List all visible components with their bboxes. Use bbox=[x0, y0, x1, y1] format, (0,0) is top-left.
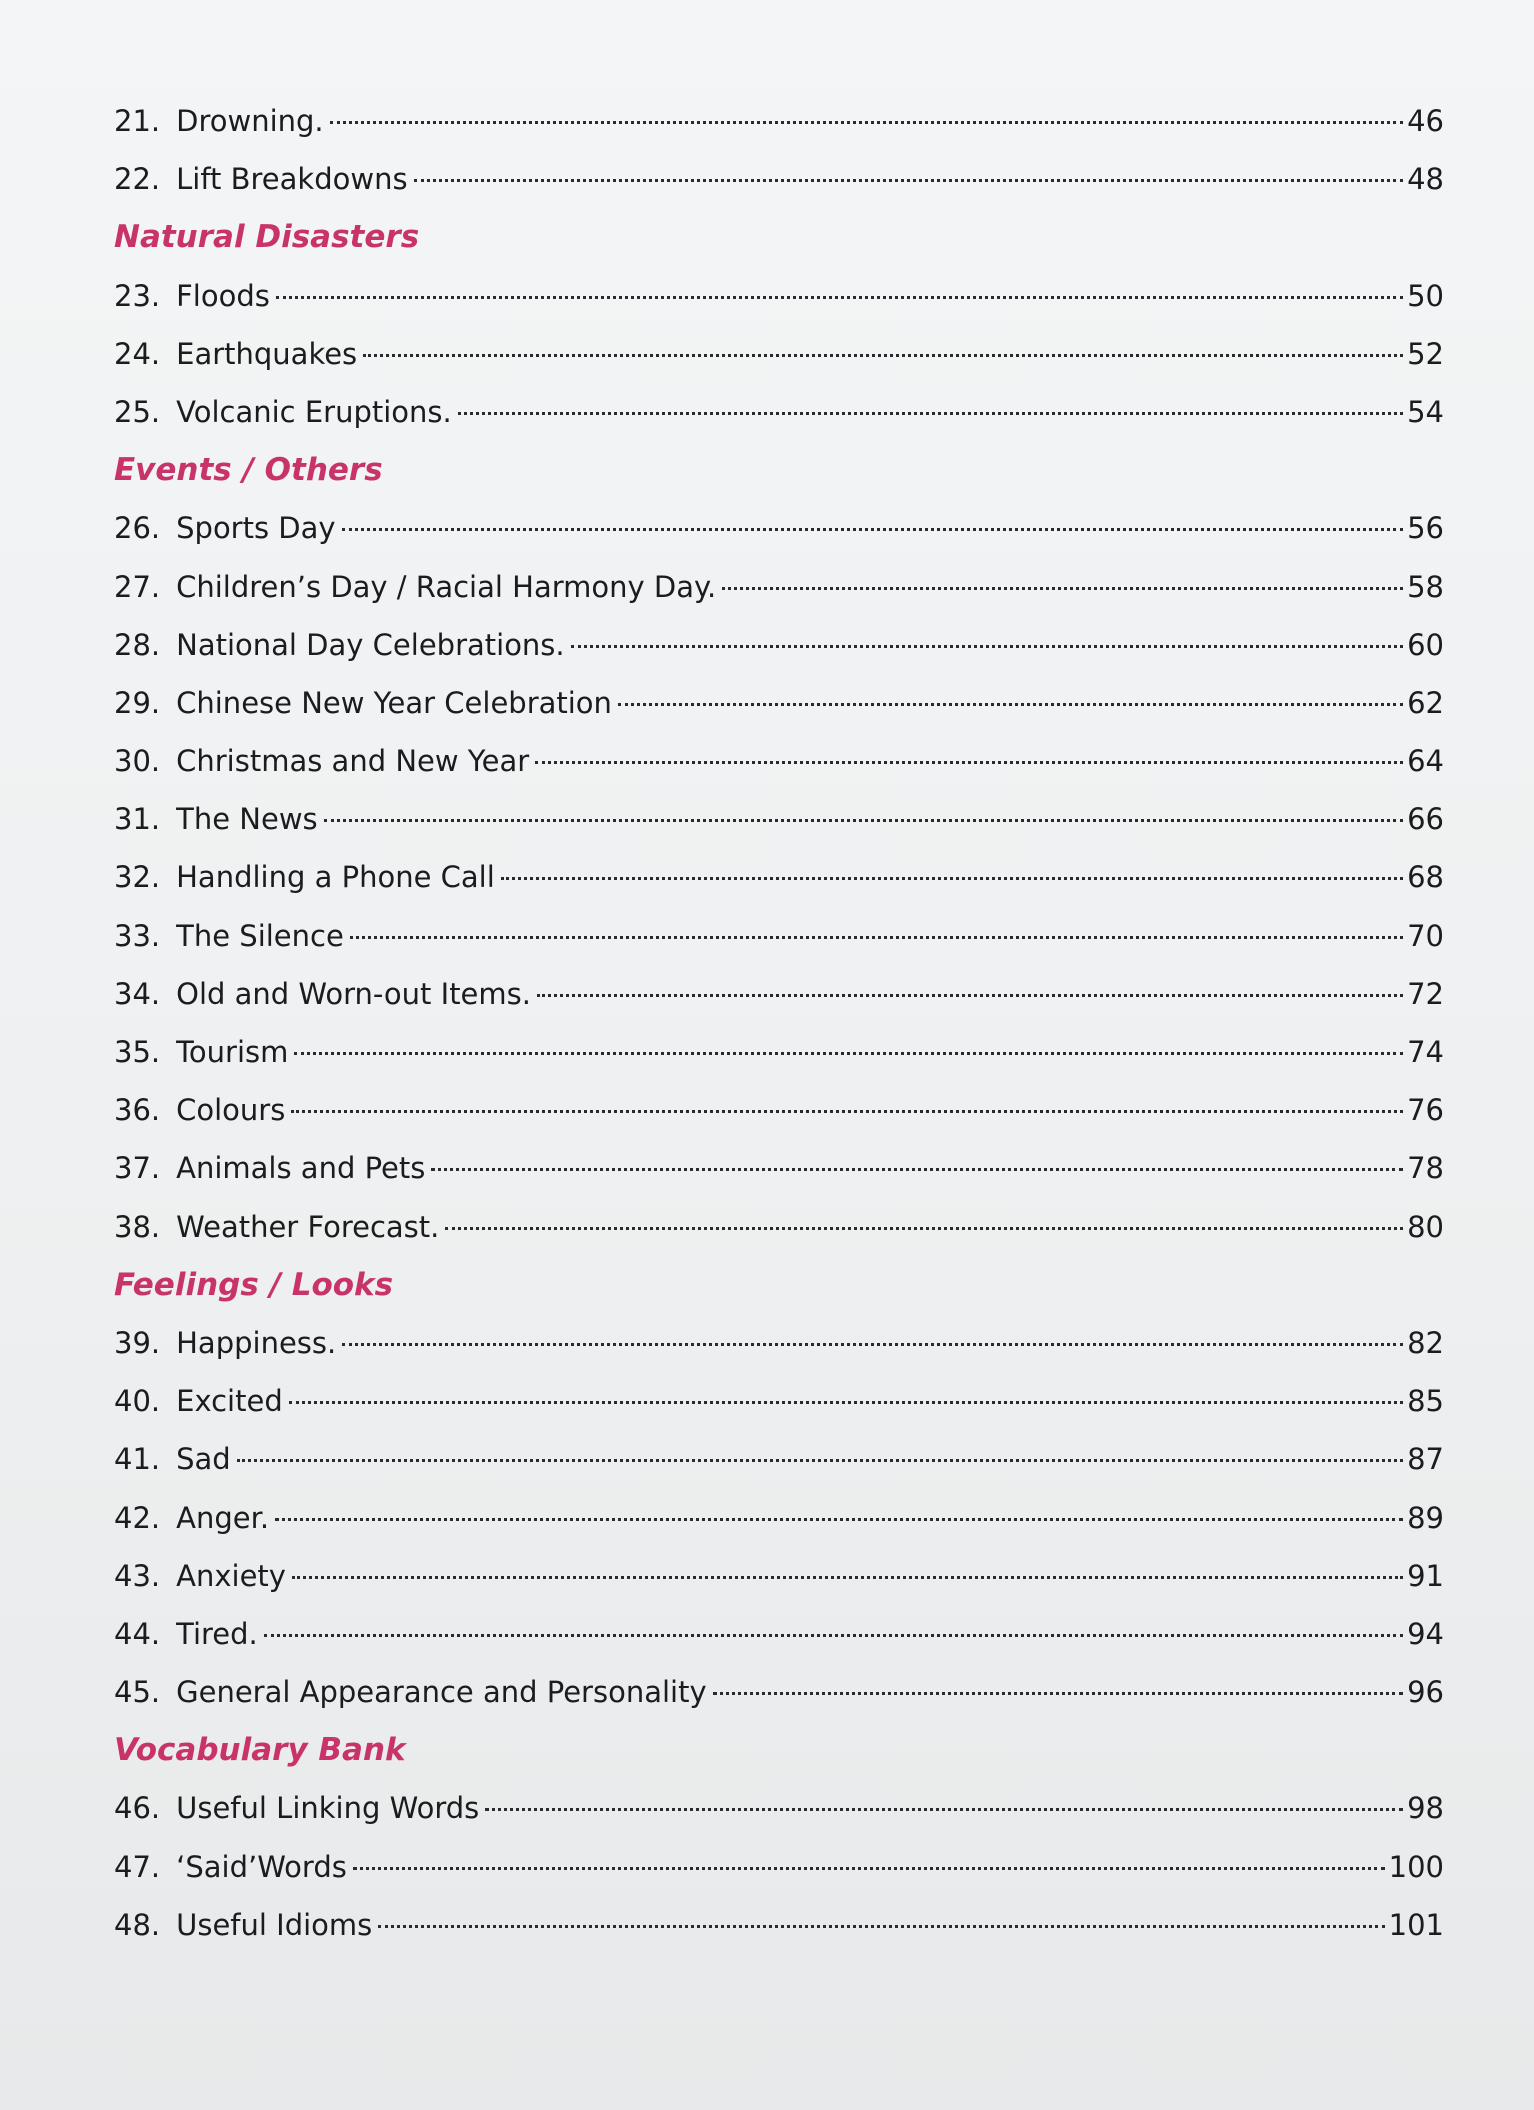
toc-entry-number: 26. bbox=[114, 511, 161, 546]
toc-entry-number: 25. bbox=[114, 394, 161, 429]
toc-entry-title: Tourism bbox=[176, 1035, 289, 1069]
toc-entry-title: Drowning. bbox=[176, 104, 324, 138]
toc-entry-number: 32. bbox=[114, 860, 161, 895]
dot-leader bbox=[458, 412, 1403, 415]
toc-entry-number: 27. bbox=[114, 569, 161, 604]
dot-leader bbox=[618, 703, 1403, 706]
toc-entry-title: Old and Worn-out Items. bbox=[176, 976, 531, 1011]
toc-entry-number: 35. bbox=[114, 1035, 161, 1069]
toc-entry-number: 39. bbox=[114, 1325, 161, 1360]
dot-leader bbox=[324, 819, 1403, 822]
toc-entry[interactable] bbox=[114, 1547, 1444, 1605]
toc-entry-title: Volcanic Eruptions. bbox=[176, 394, 452, 429]
toc-entry-page: 89 bbox=[1407, 1500, 1444, 1535]
toc-entry[interactable] bbox=[114, 1139, 1444, 1197]
toc-entry[interactable] bbox=[114, 1081, 1444, 1139]
toc-entry-number: 28. bbox=[114, 627, 161, 662]
toc-entry-title: Useful Linking Words bbox=[176, 1791, 480, 1826]
toc-entry-number: 30. bbox=[114, 744, 161, 779]
dot-leader bbox=[414, 179, 1404, 182]
toc-entry-title: Floods bbox=[176, 278, 270, 313]
dot-leader bbox=[275, 1518, 1403, 1521]
toc-entry-number: 41. bbox=[114, 1442, 161, 1477]
toc-entry-page: 100 bbox=[1388, 1849, 1444, 1884]
toc-entry-title: Anger. bbox=[176, 1500, 270, 1535]
toc-entry-title: Happiness. bbox=[176, 1325, 337, 1360]
toc-entry[interactable] bbox=[114, 1838, 1444, 1896]
toc-entry-number: 47. bbox=[114, 1849, 161, 1884]
toc-entry-page: 72 bbox=[1407, 976, 1444, 1011]
toc-entry[interactable] bbox=[114, 558, 1444, 616]
toc-entry[interactable] bbox=[114, 1663, 1444, 1721]
toc-entry-title: Colours bbox=[176, 1093, 286, 1128]
toc-entry-number: 22. bbox=[114, 162, 161, 197]
dot-leader bbox=[353, 1867, 1385, 1870]
toc-entry-title: The News bbox=[176, 802, 318, 837]
toc-entry-title: ‘Said’Words bbox=[176, 1849, 347, 1884]
toc-entry-page: 78 bbox=[1407, 1151, 1444, 1186]
toc-entry-title: Sad bbox=[176, 1442, 231, 1477]
dot-leader bbox=[264, 1634, 1403, 1637]
dot-leader bbox=[378, 1925, 1384, 1928]
toc-entry-page: 76 bbox=[1407, 1093, 1444, 1128]
toc-entry[interactable] bbox=[114, 1605, 1444, 1663]
toc-entry-title: Lift Breakdowns bbox=[176, 162, 408, 197]
section-heading: Natural Disasters bbox=[114, 219, 420, 256]
toc-entry-number: 46. bbox=[114, 1791, 161, 1826]
toc-entry-page: 58 bbox=[1407, 569, 1444, 604]
toc-entry[interactable] bbox=[114, 267, 1444, 325]
toc-entry-page: 101 bbox=[1388, 1907, 1444, 1942]
dot-leader bbox=[501, 877, 1403, 880]
toc-entry-page: 80 bbox=[1407, 1209, 1444, 1244]
toc-entry-page: 94 bbox=[1407, 1616, 1444, 1651]
toc-entry-number: 42. bbox=[114, 1500, 161, 1535]
toc-entry-title: Children’s Day / Racial Harmony Day. bbox=[176, 569, 717, 604]
toc-entry[interactable] bbox=[114, 965, 1444, 1023]
toc-entry[interactable] bbox=[114, 1372, 1444, 1430]
toc-entry-title: Earthquakes bbox=[176, 336, 358, 371]
toc-entry-page: 52 bbox=[1407, 336, 1444, 371]
toc-entry[interactable] bbox=[114, 1314, 1444, 1372]
dot-leader bbox=[485, 1808, 1403, 1811]
toc-entry[interactable] bbox=[114, 1489, 1444, 1547]
toc-entry-title: Tired. bbox=[176, 1616, 258, 1651]
toc-entry-number: 43. bbox=[114, 1558, 161, 1593]
toc-entry-page: 87 bbox=[1407, 1442, 1444, 1477]
dot-leader bbox=[537, 994, 1403, 997]
toc-entry-title: Handling a Phone Call bbox=[176, 860, 495, 895]
toc-entry-title: Anxiety bbox=[176, 1558, 286, 1593]
toc-entry-page: 48 bbox=[1407, 162, 1444, 197]
toc-entry[interactable] bbox=[114, 383, 1444, 441]
dot-leader bbox=[535, 761, 1403, 764]
toc-entry-page: 60 bbox=[1407, 627, 1444, 662]
table-of-contents bbox=[114, 92, 1444, 1954]
dot-leader bbox=[292, 1576, 1403, 1579]
toc-entry[interactable] bbox=[114, 92, 1444, 150]
toc-entry[interactable] bbox=[114, 1779, 1444, 1837]
dot-leader bbox=[276, 296, 1403, 299]
toc-entry-page: 82 bbox=[1407, 1325, 1444, 1360]
section-heading: Feelings / Looks bbox=[114, 1266, 394, 1303]
dot-leader bbox=[330, 121, 1403, 124]
toc-entry-number: 29. bbox=[114, 685, 161, 720]
toc-entry-number: 21. bbox=[114, 104, 161, 138]
dot-leader bbox=[363, 354, 1403, 357]
dot-leader bbox=[445, 1227, 1403, 1230]
toc-entry-page: 54 bbox=[1407, 394, 1444, 429]
toc-entry-page: 74 bbox=[1407, 1035, 1444, 1069]
toc-entry-number: 34. bbox=[114, 976, 161, 1011]
toc-entry-number: 48. bbox=[114, 1907, 161, 1942]
toc-entry-page: 91 bbox=[1407, 1558, 1444, 1593]
toc-entry[interactable] bbox=[114, 325, 1444, 383]
toc-entry-page: 64 bbox=[1407, 744, 1444, 779]
dot-leader bbox=[571, 645, 1403, 648]
toc-entry-page: 66 bbox=[1407, 802, 1444, 837]
toc-entry-number: 24. bbox=[114, 336, 161, 371]
toc-entry-number: 45. bbox=[114, 1675, 161, 1710]
toc-entry-number: 37. bbox=[114, 1151, 161, 1186]
toc-entry-page: 56 bbox=[1407, 511, 1444, 546]
toc-entry-title: Excited bbox=[176, 1384, 283, 1419]
toc-entry-page: 85 bbox=[1407, 1384, 1444, 1419]
toc-entry-page: 50 bbox=[1407, 278, 1444, 313]
dot-leader bbox=[342, 1343, 1403, 1346]
toc-entry-number: 33. bbox=[114, 918, 161, 953]
toc-entry-title: Useful Idioms bbox=[176, 1907, 373, 1942]
dot-leader bbox=[294, 1052, 1403, 1055]
toc-entry-title: National Day Celebrations. bbox=[176, 627, 565, 662]
toc-entry[interactable] bbox=[114, 674, 1444, 732]
dot-leader bbox=[431, 1168, 1403, 1171]
toc-entry[interactable] bbox=[114, 790, 1444, 848]
toc-entry-page: 70 bbox=[1407, 918, 1444, 953]
toc-entry-title: Chinese New Year Celebration bbox=[176, 685, 612, 720]
dot-leader bbox=[722, 587, 1403, 590]
toc-entry-page: 98 bbox=[1407, 1791, 1444, 1826]
dot-leader bbox=[289, 1401, 1403, 1404]
dot-leader bbox=[713, 1692, 1403, 1695]
toc-entry-page: 68 bbox=[1407, 860, 1444, 895]
toc-entry[interactable] bbox=[114, 907, 1444, 965]
toc-entry-title: Animals and Pets bbox=[176, 1151, 426, 1186]
toc-entry-number: 38. bbox=[114, 1209, 161, 1244]
toc-entry-page: 46 bbox=[1407, 104, 1444, 138]
toc-entry-page: 96 bbox=[1407, 1675, 1444, 1710]
toc-entry[interactable] bbox=[114, 150, 1444, 208]
dot-leader bbox=[291, 1110, 1403, 1113]
toc-entry-number: 36. bbox=[114, 1093, 161, 1128]
toc-entry-number: 44. bbox=[114, 1616, 161, 1651]
dot-leader bbox=[237, 1459, 1403, 1462]
dot-leader bbox=[350, 936, 1403, 939]
toc-entry-number: 31. bbox=[114, 802, 161, 837]
toc-entry-title: Christmas and New Year bbox=[176, 744, 530, 779]
toc-entry[interactable] bbox=[114, 1198, 1444, 1256]
toc-entry[interactable] bbox=[114, 1023, 1444, 1081]
toc-entry[interactable] bbox=[114, 1896, 1444, 1954]
toc-entry[interactable] bbox=[114, 616, 1444, 674]
toc-entry-title: General Appearance and Personality bbox=[176, 1675, 707, 1710]
section-heading: Events / Others bbox=[114, 452, 383, 489]
toc-entry-title: Weather Forecast. bbox=[176, 1209, 440, 1244]
toc-entry-page: 62 bbox=[1407, 685, 1444, 720]
toc-entry-number: 40. bbox=[114, 1384, 161, 1419]
toc-entry-title: The Silence bbox=[176, 918, 344, 953]
dot-leader bbox=[342, 528, 1404, 531]
toc-entry[interactable] bbox=[114, 848, 1444, 906]
section-heading: Vocabulary Bank bbox=[114, 1732, 406, 1769]
toc-entry[interactable] bbox=[114, 499, 1444, 557]
toc-entry[interactable] bbox=[114, 1430, 1444, 1488]
toc-entry[interactable] bbox=[114, 732, 1444, 790]
toc-entry-number: 23. bbox=[114, 278, 161, 313]
toc-entry-title: Sports Day bbox=[176, 511, 336, 546]
